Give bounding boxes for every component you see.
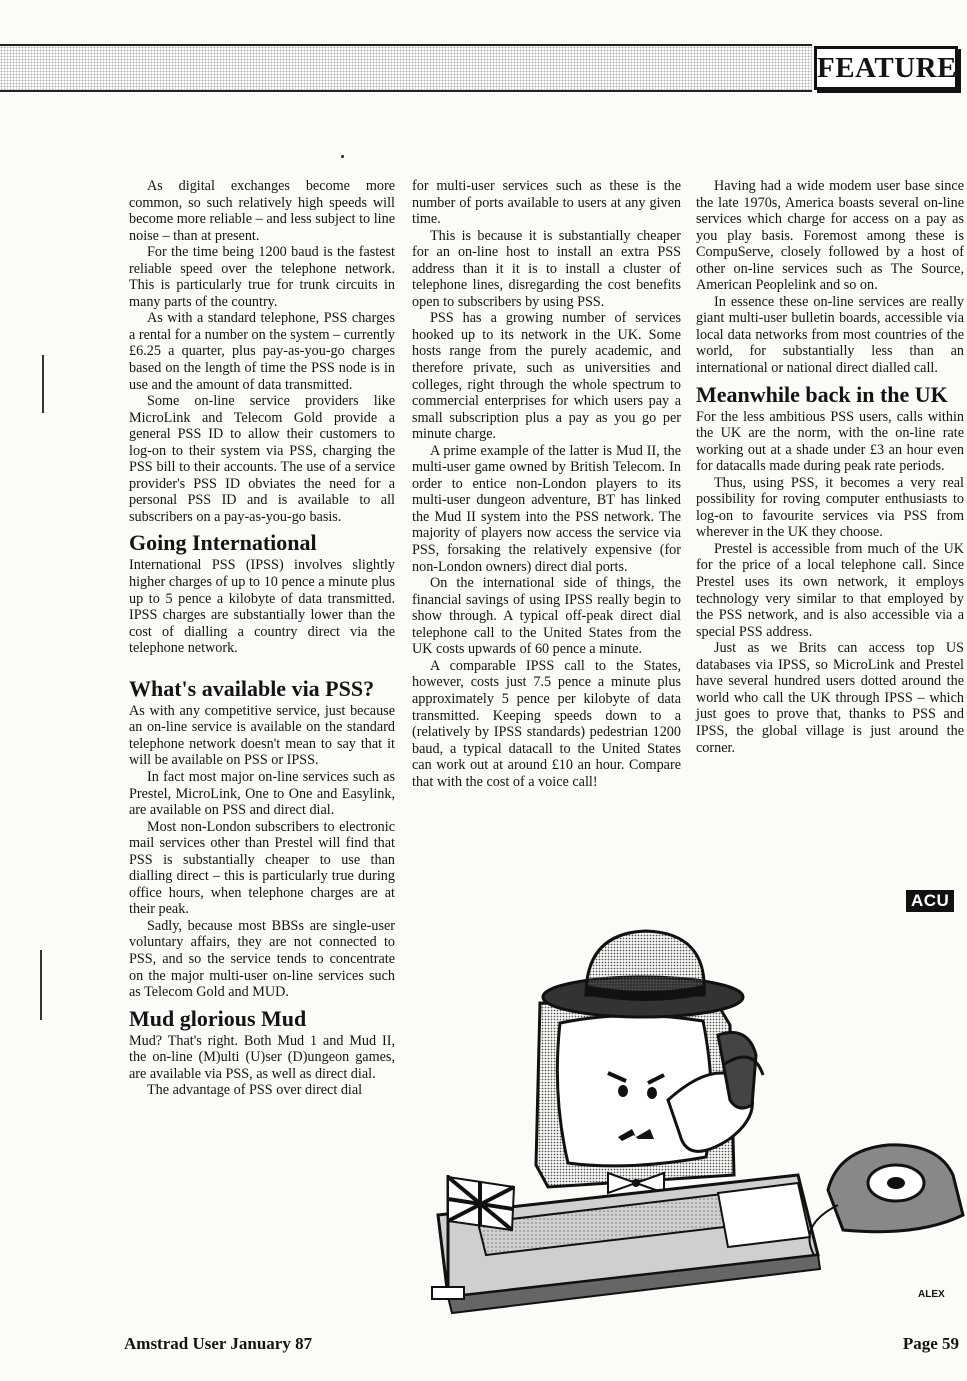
margin-mark	[42, 355, 44, 413]
paragraph: Prestel is accessible from much of the UK for the price of a local telephone call. Since Prestel uses its own network, it employs technology very similar to that employed by the PSS network, and is also accessible via a special PSS address.	[696, 540, 964, 640]
acu-end-mark: ACU	[906, 890, 954, 912]
paragraph: The advantage of PSS over direct dial	[147, 1082, 363, 1099]
paragraph: A prime example of the latter is Mud II, the multi-user game owned by British Telecom. In order to entice non-London players to its multi-user dungeon adventure, BT has linked the Mud II system into the PSS network. The majority of players now access the service via PSS, forsaking the relatively expensive (for non-London owners) direct dial ports.	[412, 442, 681, 575]
section-heading: Going International	[129, 530, 317, 556]
paragraph: A comparable IPSS call to the States, however, costs just 7.5 pence a minute plus approximately 5 pence per kilobyte of data transmitted. Keeping speeds down to a (relatively by IPSS standards) pedestrian 1200 baud, a typical datacall to the United States can work out at around £10 an hour. Compare that with the cost of a voice call!	[412, 657, 681, 790]
paragraph: for multi-user services such as these is the number of ports available to users at any given time.	[412, 178, 681, 228]
paragraph: As with any competitive service, just because an on-line service is available on the standard telephone network doesn't mean to say that it will be available on PSS or IPSS.	[129, 702, 395, 769]
margin-mark	[40, 950, 42, 1020]
section-tag: FEATURE	[814, 46, 958, 90]
paragraph: International PSS (IPSS) involves slightly higher charges of up to 10 pence a minute plus up to 5 pence a kilobyte of data transmitted. IPSS charges are substantially lower than the cost of dialling a country direct via the telephone network.	[129, 557, 395, 657]
paragraph: Sadly, because most BBSs are single-user voluntary affairs, they are not connected to PSS, and so the service tends to concentrate on the major multi-user on-line services such as Telecom Gold and MUD.	[129, 917, 395, 1001]
paragraph: In essence these on-line services are really giant multi-user bulletin boards, accessible via local data networks from most countries of the world, for substantially less than an international or national direct dialled call.	[696, 293, 964, 377]
paragraph: For the less ambitious PSS users, calls within the UK are the norm, with the on-line rate working out at a shade under £3 an hour even for datacalls made during peak rate periods.	[696, 408, 964, 475]
article-column-2	[412, 178, 681, 790]
section-heading: Meanwhile back in the UK	[696, 381, 948, 407]
stray-dot	[341, 155, 344, 158]
bowler-hat	[543, 931, 743, 1017]
end-mark-holder	[906, 890, 954, 912]
article-column-3	[696, 178, 964, 756]
article-column-1	[129, 178, 395, 1099]
publication-footer: Amstrad User January 87	[124, 1334, 313, 1353]
paragraph: Thus, using PSS, it becomes a very real possibility for roving computer enthusiasts to log-on to favourite services via PSS from wherever in the UK they choose.	[696, 474, 964, 541]
paragraph: Most non-London subscribers to electronic mail services other than Prestel will find that PSS is substantially cheaper to use than dialling direct – this is particularly true during office hours, when telephone charges are at their peak.	[129, 818, 395, 918]
paragraph: PSS has a growing number of services hooked up to its network in the UK. Some hosts range from the purely academic, and therefore private, such as universities and colleges, right through the whole spectrum to commercial enterprises for which users pay a small subscription plus a pay as you go per minute charge.	[412, 310, 681, 443]
page-number: Page 59	[902, 1334, 959, 1353]
banner-dot-pattern	[0, 44, 812, 92]
telephone	[809, 1145, 963, 1255]
paragraph: On the international side of things, the financial savings of using IPSS really begin to show through. A typical off-peak direct dial telephone call to the United States from the UK costs upwards of 60 pence a minute.	[412, 575, 681, 658]
section-heading: Mud glorious Mud	[129, 1005, 307, 1031]
paragraph: For the time being 1200 baud is the fastest reliable speed over the telephone network. This is particularly true for trunk circuits in many parts of the country.	[129, 244, 395, 310]
paragraph: This is because it is substantially cheaper for an on-line host to install an extra PSS address than it it is to install a cluster of telephone lines, disregarding the cost benefits open to subscribers by using PSS.	[412, 227, 681, 310]
cartoon-illustration	[418, 925, 967, 1320]
paragraph: Just as we Brits can access top US databases via IPSS, so MicroLink and Prestel have several hundred users dotted around the world who call the UK through IPSS – which just goes to prove that, thanks to PSS and IPSS, the global village is just around the corner.	[696, 640, 964, 756]
paragraph: Having had a wide modem user base since the late 1970s, America boasts several on-line services which charge for access on a pay as you play basis. Foremost among these is CompuServe, closely followed by a host of other on-line services such as The Source, American Peoplelink and so on.	[696, 178, 964, 294]
section-banner	[0, 38, 967, 92]
paragraph: In fact most major on-line services such as Prestel, MicroLink, One to One and Easylink, are available on PSS and direct dial.	[129, 768, 395, 819]
paragraph: Some on-line service providers like MicroLink and Telecom Gold provide a general PSS ID to allow their customers to log-on to their system via PSS, charging the PSS bill to their accounts. The use of a service provider's PSS ID obviates the need for a personal PSS ID and is available to all subscribers on a pay-as-you-go basis.	[129, 393, 395, 525]
paragraph: Mud? That's right. Both Mud 1 and Mud II, the on-line (M)ulti (U)ser (D)ungeon games, are available via PSS, as well as direct dial.	[129, 1032, 395, 1082]
paragraph: As digital exchanges become more common, so such relatively high speeds will become more reliable – and less subject to line noise – than at present.	[129, 178, 395, 244]
artist-signature: ALEX	[918, 1289, 945, 1300]
section-heading: What's available via PSS?	[129, 675, 375, 701]
spacer	[129, 657, 395, 671]
paragraph: As with a standard telephone, PSS charges a rental for a number on the system – currently £6.25 a quarter, plus pay-as-you-go charges based on the length of time the PSS node is in use and the amount of data transmitted.	[129, 310, 395, 393]
